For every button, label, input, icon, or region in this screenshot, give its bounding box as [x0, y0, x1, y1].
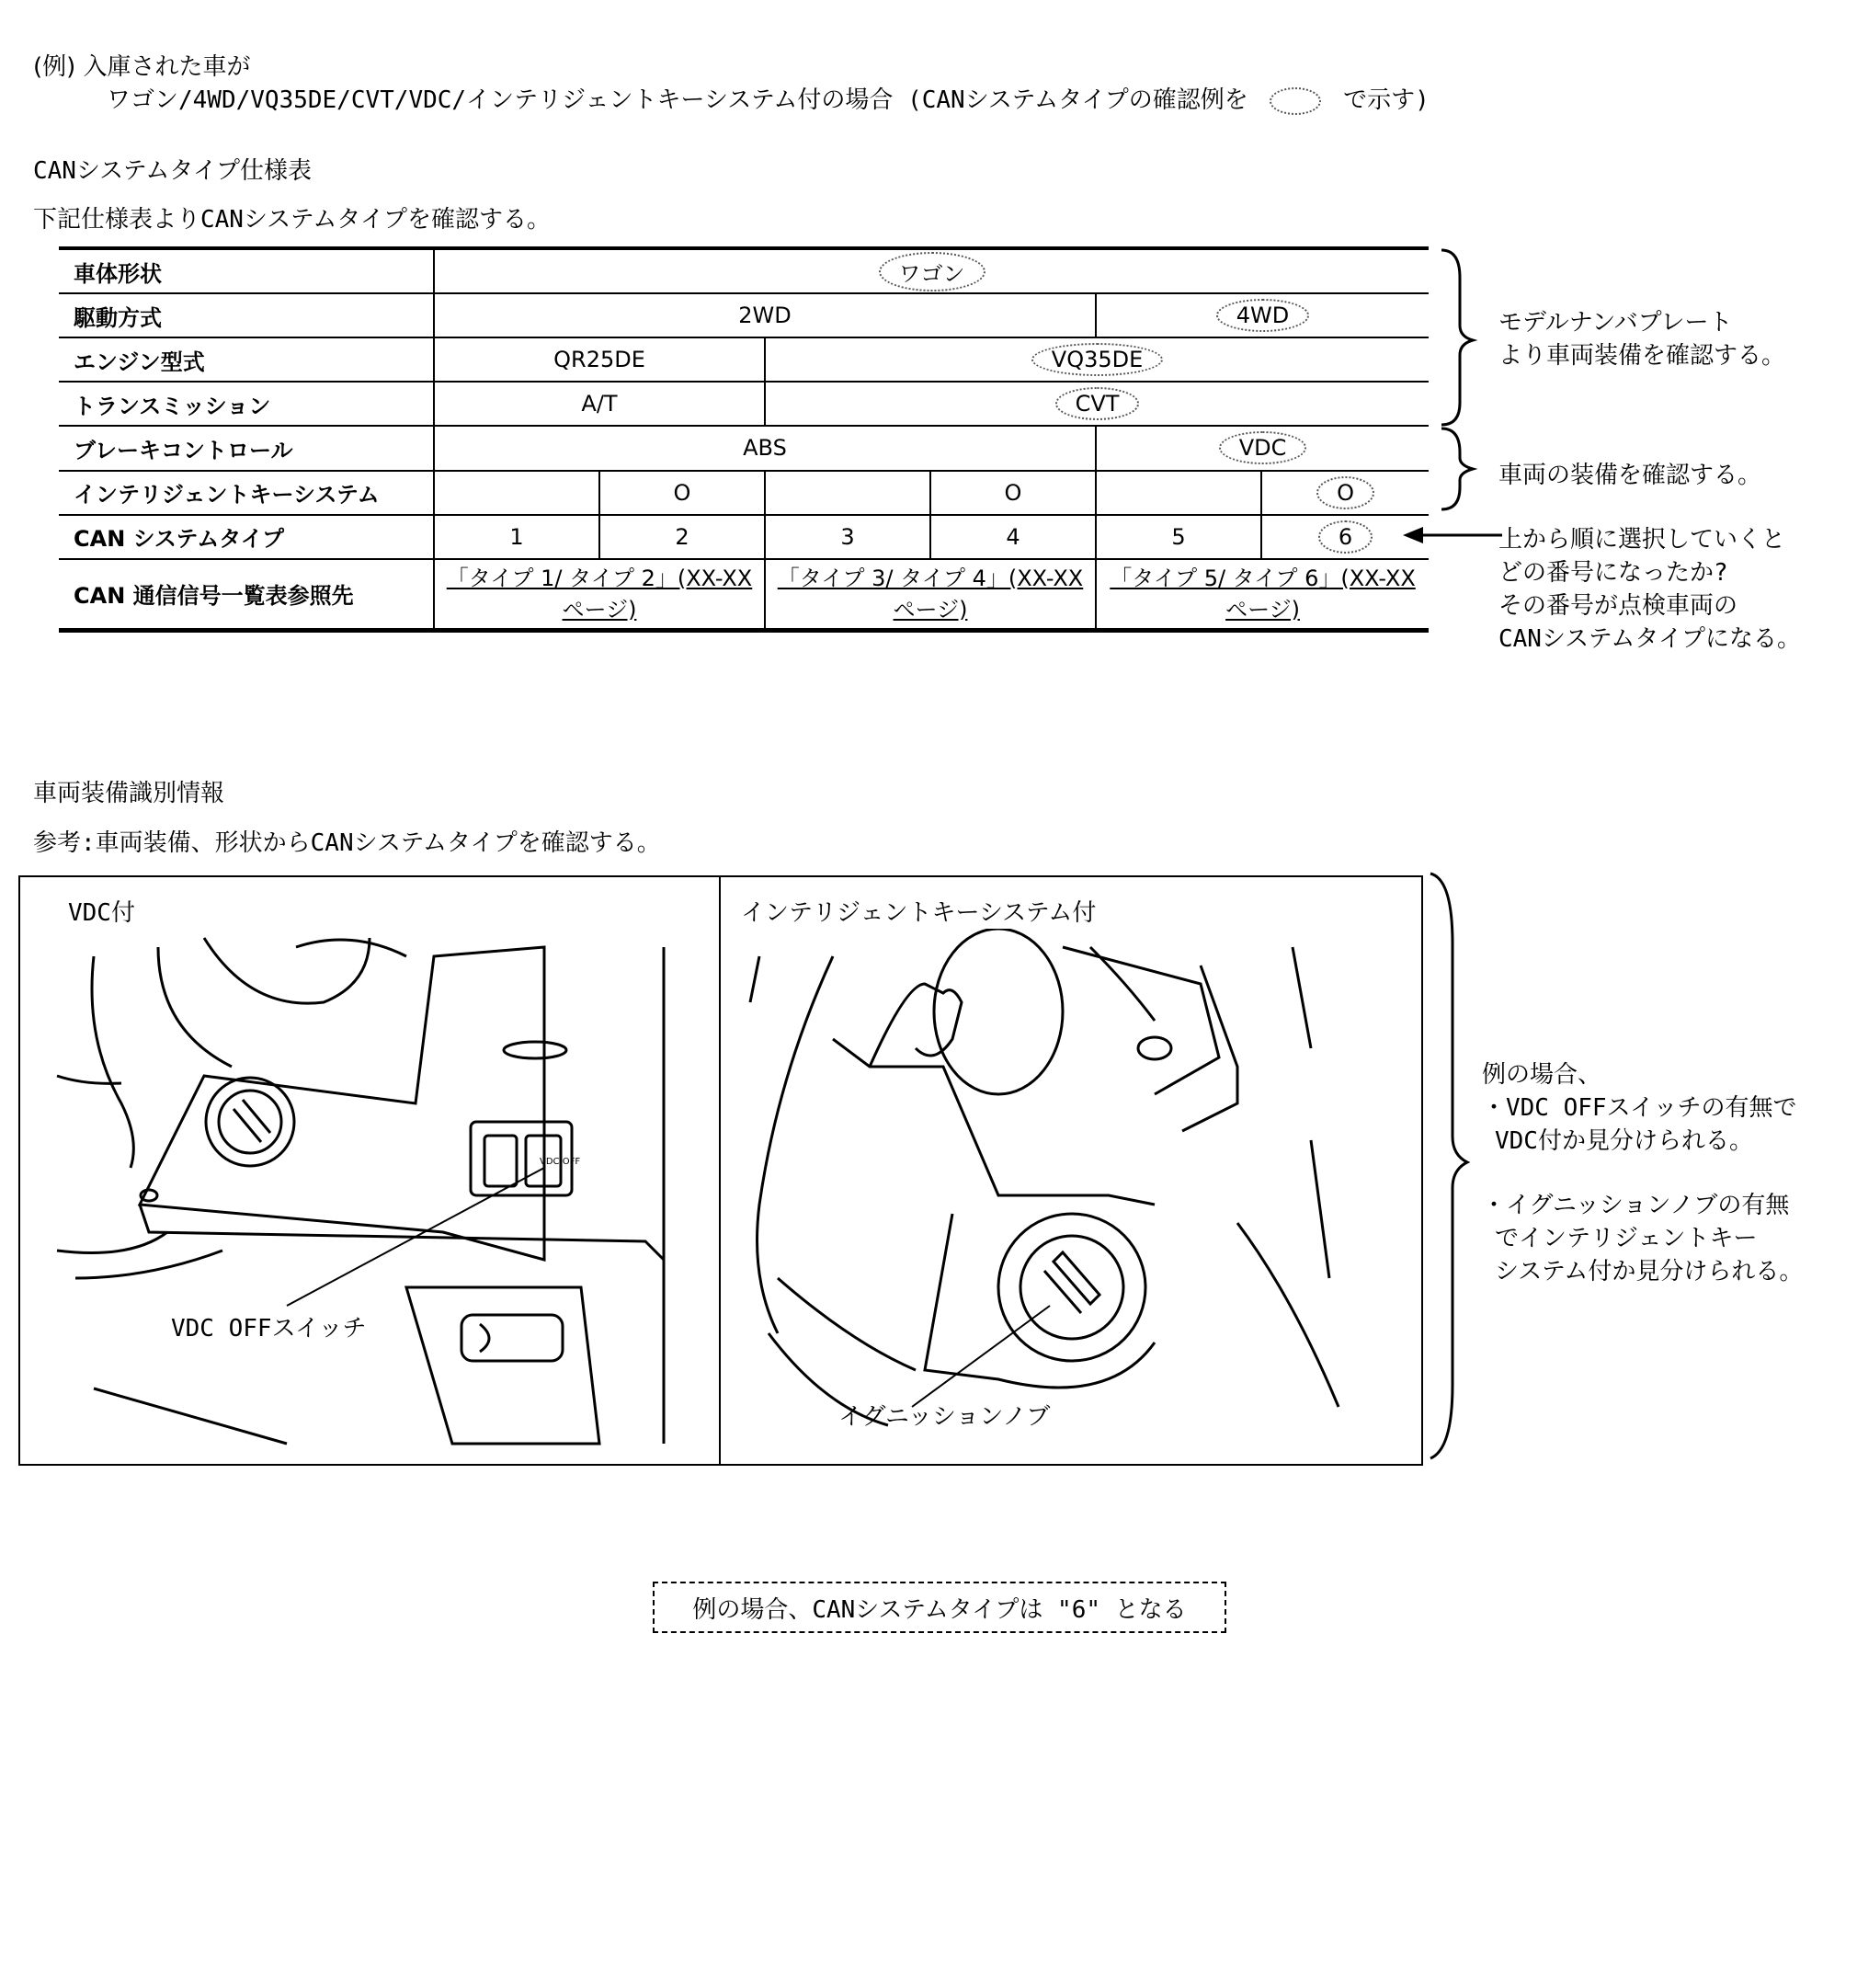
example-line	[107, 81, 1430, 115]
vdc-off-switch-callout: VDC OFFスイッチ	[171, 1315, 367, 1342]
side-note-1b: VDC付か見分けられる。	[1495, 1127, 1753, 1155]
cell-ref-3	[1096, 559, 1429, 631]
note-order-3: その番号が点検車両の	[1498, 592, 1738, 620]
brace-lower	[1441, 428, 1473, 509]
dotted-oval-icon	[1270, 87, 1321, 115]
note-order-1: 上から順に選択していくと	[1498, 526, 1786, 554]
circled-value: VDC	[1219, 431, 1307, 464]
cell-drive-4wd	[1096, 293, 1429, 337]
note-model-plate-2: より車両装備を確認する。	[1498, 342, 1786, 370]
spec-section-title: CANシステムタイプ仕様表	[33, 157, 313, 185]
cell-can-5: 5	[1096, 515, 1261, 559]
row-label-ikey: インテリジェントキーシステム	[59, 471, 434, 515]
circled-value: 4WD	[1216, 299, 1309, 332]
right-caption: インテリジェントキーシステム付	[741, 899, 1097, 927]
table-braces	[1434, 241, 1489, 646]
cell-engine-qr25de: QR25DE	[434, 337, 765, 382]
cell-can-3: 3	[765, 515, 930, 559]
note-order-4: CANシステムタイプになる。	[1498, 625, 1802, 653]
row-label-body-type: 車体形状	[59, 248, 434, 293]
cell-body-type	[434, 248, 1429, 293]
illustration-brace	[1425, 870, 1480, 1468]
note-order-2: どの番号になったか?	[1498, 559, 1728, 587]
spec-instruction: 下記仕様表よりCANシステムタイプを確認する。	[33, 206, 552, 234]
cell-ikey-1	[434, 471, 599, 515]
left-caption: VDC付	[68, 899, 135, 927]
circled-value: VQ35DE	[1031, 343, 1164, 376]
note-model-plate-1: モデルナンバプレート	[1498, 309, 1733, 337]
ref-link-type56[interactable]: 「タイプ 5/ タイプ 6」(XX-XX ページ)	[1110, 565, 1416, 623]
cell-trans-at: A/T	[434, 382, 765, 426]
cell-drive-2wd: 2WD	[434, 293, 1096, 337]
circled-value: CVT	[1055, 387, 1140, 420]
illustration-divider	[719, 875, 721, 1464]
spec-table	[59, 246, 1429, 633]
ignition-knob-callout: イグニッションノブ	[838, 1403, 1051, 1431]
row-label-drive: 駆動方式	[59, 293, 434, 337]
example-prefix: (例) 入庫された車が	[33, 53, 251, 81]
side-note-2c: システム付か見分けられる。	[1495, 1258, 1804, 1285]
cell-ikey-2: O	[599, 471, 765, 515]
side-note-1a: ・VDC OFFスイッチの有無で	[1482, 1094, 1797, 1122]
cell-trans-cvt	[765, 382, 1429, 426]
vdc-switch-label: VDC OFF	[540, 1157, 581, 1167]
table-row	[59, 471, 1429, 515]
table-row	[59, 515, 1429, 559]
cell-can-4: 4	[930, 515, 1096, 559]
table-row	[59, 382, 1429, 426]
identification-title: 車両装備識別情報	[33, 780, 225, 807]
side-note-2a: ・イグニッションノブの有無	[1482, 1192, 1790, 1219]
cell-engine-vq35de	[765, 337, 1429, 382]
conclusion-text: 例の場合、CANシステムタイプは "6" となる	[692, 1595, 1187, 1624]
cell-ikey-3	[765, 471, 930, 515]
row-label-engine: エンジン型式	[59, 337, 434, 382]
row-label-transmission: トランスミッション	[59, 382, 434, 426]
cell-brake-vdc	[1096, 426, 1429, 470]
cell-ikey-4: O	[930, 471, 1096, 515]
vdc-dashboard-illustration	[20, 929, 717, 1460]
arrow-icon	[1403, 524, 1504, 546]
circled-value: O	[1316, 476, 1374, 509]
circled-value: ワゴン	[879, 252, 985, 291]
row-label-brake: ブレーキコントロール	[59, 426, 434, 470]
cell-brake-abs: ABS	[434, 426, 1096, 470]
identification-reference: 参考:車両装備、形状からCANシステムタイプを確認する。	[33, 829, 661, 857]
example-suffix: で示す)	[1343, 86, 1430, 114]
table-row	[59, 559, 1429, 631]
note-equipment: 車両の装備を確認する。	[1498, 462, 1762, 489]
example-line-text: ワゴン/4WD/VQ35DE/CVT/VDC/インテリジェントキーシステム付の場合 (CANシステムタイプの確認例を	[107, 86, 1248, 114]
brace-upper	[1441, 250, 1473, 425]
side-note-2b: でインテリジェントキー	[1495, 1225, 1758, 1252]
circled-value: 6	[1318, 520, 1373, 554]
table-row	[59, 337, 1429, 382]
table-row	[59, 293, 1429, 337]
table-row	[59, 426, 1429, 470]
cell-can-2: 2	[599, 515, 765, 559]
ignition-illustration	[723, 929, 1418, 1460]
ref-link-type12[interactable]: 「タイプ 1/ タイプ 2」(XX-XX ページ)	[446, 565, 753, 623]
cell-ikey-5	[1096, 471, 1261, 515]
table-row	[59, 248, 1429, 293]
cell-ref-1	[434, 559, 765, 631]
conclusion-box	[653, 1582, 1226, 1633]
ref-link-type34[interactable]: 「タイプ 3/ タイプ 4」(XX-XX ページ)	[777, 565, 1084, 623]
row-label-reference: CAN 通信信号一覧表参照先	[59, 559, 434, 631]
cell-can-1: 1	[434, 515, 599, 559]
row-label-can-type: CAN システムタイプ	[59, 515, 434, 559]
cell-ref-2	[765, 559, 1096, 631]
side-note-title: 例の場合、	[1482, 1061, 1602, 1089]
cell-ikey-6	[1261, 471, 1429, 515]
